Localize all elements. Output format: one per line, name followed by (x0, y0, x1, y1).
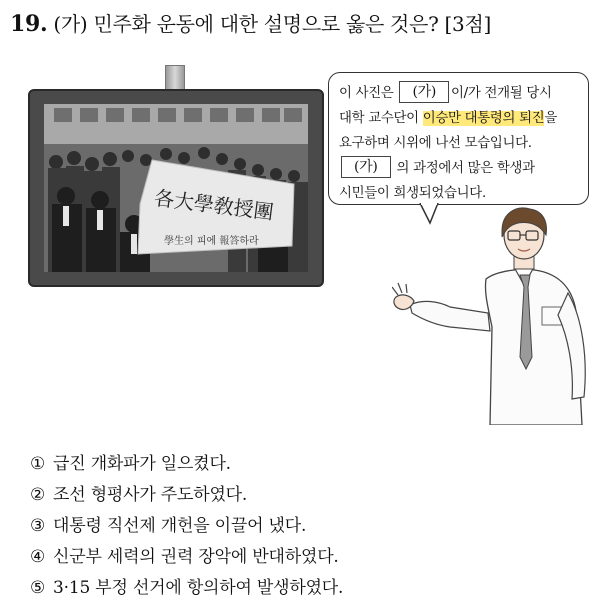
choice-number: ① (30, 454, 46, 474)
question-number: 19. (10, 11, 48, 37)
teacher-illustration (392, 207, 597, 425)
bubble-line-4 (339, 156, 582, 181)
choice-5[interactable] (30, 573, 343, 604)
banner-sub-text: 學生의 피에 報答하라 (164, 236, 259, 247)
bubble-line-2 (339, 106, 582, 131)
screen-frame (28, 89, 324, 287)
bubble-line-5: 시민들이 희생되었습니다. (339, 186, 486, 201)
answer-choices (30, 449, 343, 604)
choice-text: 대통령 직선제 개헌을 이끌어 냈다. (53, 516, 307, 536)
speech-bubble (328, 72, 589, 205)
choice-3[interactable] (30, 511, 343, 542)
blank-box: (가) (341, 156, 391, 178)
bubble-line-3: 요구하며 시위에 나선 모습입니다. (339, 136, 532, 151)
choice-1[interactable] (30, 449, 343, 480)
bubble-line-1 (339, 81, 582, 106)
blank-box: (가) (399, 81, 449, 103)
choice-number: ⑤ (30, 578, 46, 598)
choice-text: 급진 개화파가 일으켰다. (53, 454, 231, 474)
screen-mount-pole (165, 65, 185, 91)
choice-number: ③ (30, 516, 46, 536)
choice-text: 조선 형평사가 주도하였다. (53, 485, 248, 505)
banner-main-text: 各大學敎授團 (152, 185, 275, 225)
historical-photo (44, 104, 308, 272)
bubble-line2-post: 을 (544, 111, 558, 126)
protest-photo-illustration (44, 104, 308, 272)
bubble-line1-post: 이/가 전개될 당시 (451, 86, 552, 101)
bubble-line2-pre: 대학 교수단이 (339, 111, 419, 126)
bubble-line4-post: 의 과정에서 많은 학생과 (396, 161, 535, 176)
choice-4[interactable] (30, 542, 343, 573)
choice-text: 3·15 부정 선거에 항의하여 발생하였다. (53, 578, 344, 598)
highlighted-phrase: 이승만 대통령의 퇴진 (422, 111, 545, 126)
question-title (10, 8, 491, 37)
choice-text: 신군부 세력의 권력 장악에 반대하였다. (53, 547, 339, 567)
choice-2[interactable] (30, 480, 343, 511)
choice-number: ④ (30, 547, 46, 567)
bubble-line1-pre: 이 사진은 (339, 86, 394, 101)
question-prompt: (가) 민주화 운동에 대한 설명으로 옳은 것은? [3점] (53, 12, 491, 36)
choice-number: ② (30, 485, 46, 505)
